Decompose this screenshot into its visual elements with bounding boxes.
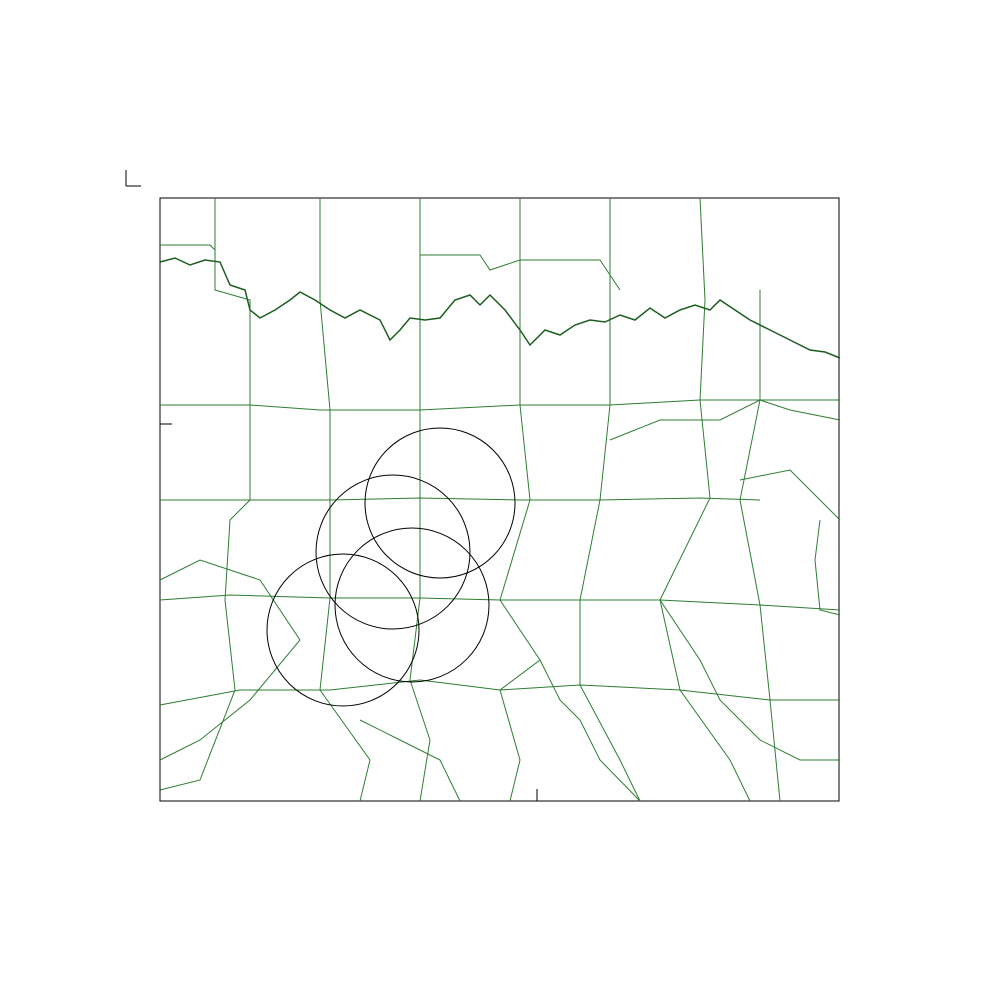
reference-vector: [126, 170, 141, 186]
